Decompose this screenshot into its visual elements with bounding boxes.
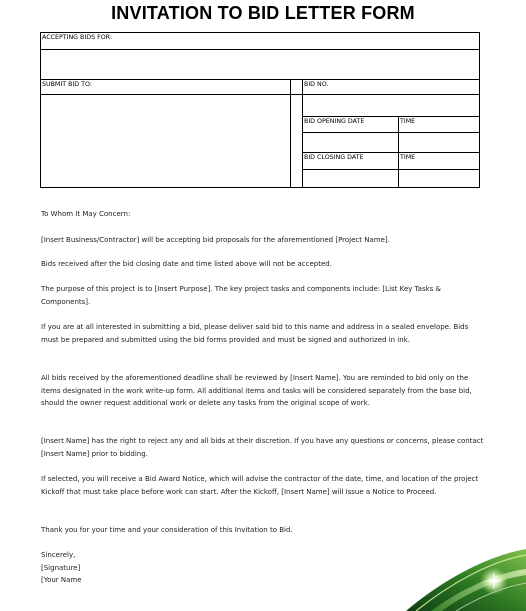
paragraph-2: Bids received after the bid closing date and time listed above will not be accepted.: [41, 260, 332, 268]
paragraph-3: The purpose of this project is to [Insert Purpose]. The key project tasks and components include: [List Key Tasks & Components].: [41, 285, 441, 306]
bid-opening-date-label: BID OPENING DATE: [302, 116, 399, 133]
accepting-bids-label: ACCEPTING BIDS FOR:: [40, 32, 480, 50]
submit-bid-label: SUBMIT BID TO:: [40, 79, 303, 95]
submit-bid-field[interactable]: [40, 94, 291, 188]
paragraph-8: Thank you for your time and your consideration of this Invitation to Bid.: [41, 526, 293, 534]
closing: Sincerely,: [41, 551, 76, 559]
time-label-opening: TIME: [398, 116, 480, 133]
paragraph-4: If you are at all interested in submitting a bid, please deliver said bid to this name and address in a sealed envelope. Bids must be prepared and submitted using the bid forms provided and must be signed and authorized in ink.: [41, 323, 469, 344]
decorative-swoosh-graphic: [396, 511, 526, 611]
opening-time-field[interactable]: [398, 132, 480, 153]
form-title: INVITATION TO BID LETTER FORM: [111, 3, 415, 23]
paragraph-1: [Insert Business/Contractor] will be accepting bid proposals for the aforementioned [Project Name].: [41, 236, 390, 244]
bid-opening-date-field[interactable]: [302, 132, 399, 153]
bid-no-field[interactable]: [302, 94, 480, 117]
signature-line: [Signature]: [41, 564, 81, 572]
closing-time-field[interactable]: [398, 169, 480, 188]
paragraph-7: If selected, you will receive a Bid Award Notice, which will advise the contractor of the date, time, and location of the project Kickoff that must take place before work can start. After the Kickoff, [Insert Name] will issue a Notice to Proceed.: [41, 475, 479, 496]
bid-closing-date-field[interactable]: [302, 169, 399, 188]
time-label-closing: TIME: [398, 152, 480, 170]
accepting-bids-field[interactable]: [40, 49, 480, 80]
your-name-line: [Your Name: [41, 576, 82, 584]
paragraph-6: [Insert Name] has the right to reject any and all bids at their discretion. If you have any questions or concerns, please contact [Insert Name] prior to bidding.: [41, 437, 484, 458]
bid-no-label: BID NO.: [302, 79, 480, 95]
bid-closing-date-label: BID CLOSING DATE: [302, 152, 399, 170]
salutation: To Whom It May Concern:: [41, 210, 131, 218]
paragraph-5: All bids received by the aforementioned deadline shall be reviewed by [Insert Name]. You are reminded to bid only on the items designated in the work write-up form. All additional items and tasks will be considered separately from the base bid, should the owner request additional work or delete any tasks from the original scope of work.: [41, 374, 472, 408]
